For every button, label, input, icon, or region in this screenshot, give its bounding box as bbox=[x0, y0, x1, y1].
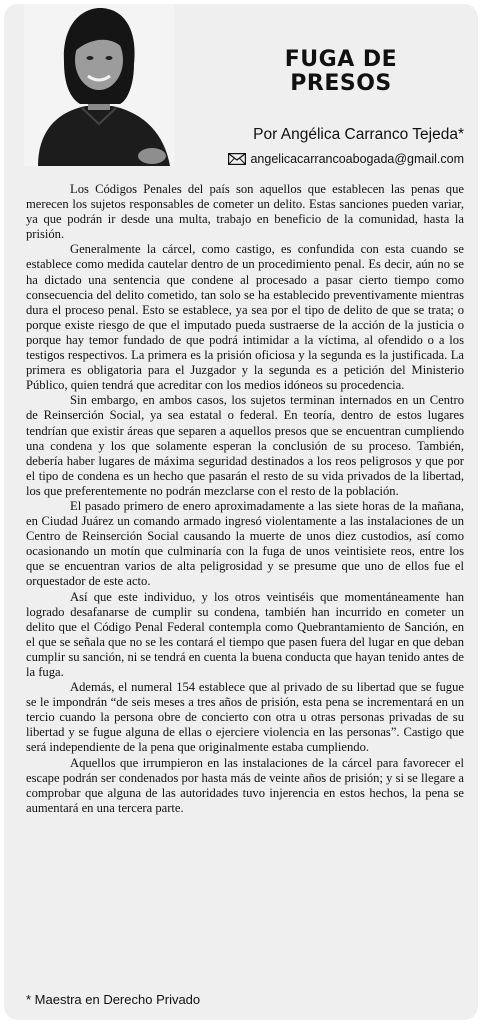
article-body bbox=[26, 182, 464, 816]
paragraph: Sin embargo, en ambos casos, los sujetos terminan internados en un Centro de Reinserción Social, ya sea estatal o federal. En teoría, dentro de estos lugares tendrían que existir áreas que separen a aquellos presos que se encuentran cumpliendo una condena y los que solamente esperan la conclusión de su proceso. También, debería haber lugares de máxima seguridad destinados a los reos peligrosos y que por el tipo de condena es un hecho que pasarán el resto de su vida privados de la libertad, los que preferentemente no podrán mezclarse con el resto de la población. bbox=[26, 393, 464, 498]
author-portrait-icon bbox=[24, 4, 174, 166]
title-line-1: FUGA DE bbox=[284, 47, 398, 72]
envelope-icon bbox=[228, 153, 246, 165]
author-photo bbox=[24, 4, 174, 166]
paragraph: Aquellos que irrumpieron en las instalaciones de la cárcel para favorecer el escape podrán ser condenados por hasta más de veinte años de prisión; y si se llegare a comprobar que alguna de las autoridades tuvo injerencia en estos hechos, la pena se aumentará en una tercera parte. bbox=[26, 755, 464, 815]
paragraph: Así que este individuo, y los otros veintiséis que momentáneamente han logrado desafanarse de cumplir su condena, también han incurrido en cometer un delito que el Código Penal Federal contempla como Quebrantamiento de Sanción, en el que se señala que no se les contará el tiempo que pasen fuera del lugar en que deban cumplir su sanción, ni se tendrá en cuenta la buena conducta que hayan tenido antes de la fuga. bbox=[26, 589, 464, 679]
article-title bbox=[236, 48, 446, 96]
paragraph: El pasado primero de enero aproximadamente a las siete horas de la mañana, en Ciudad Juárez un comando armado ingresó violentamente a las instalaciones de un Centro de Reinserción Social causando la muerte de unos diez custodios, así como ocasionando un motín que culminaría con la fuga de unos veintisiete reos, entre los que se encuentran varios de alta peligrosidad y se presume que uno de ellos fue el orquestador de este acto. bbox=[26, 498, 464, 589]
paragraph: Los Códigos Penales del país son aquellos que establecen las penas que merecen los sujetos responsables de cometer un delito. Estas sanciones pueden variar, ya que podrán ir desde una multa, trabajo en beneficio de la comunidad, hasta la prisión. bbox=[26, 182, 464, 242]
title-line-2: PRESOS bbox=[290, 71, 392, 96]
paragraph: Generalmente la cárcel, como castigo, es confundida con esta cuando se establece como medida cautelar dentro de un procedimiento penal. Es decir, aún no se ha dictado una sentencia que condene al procesado a pasar cierto tiempo como consecuencia del delito cometido, tan solo se ha establecido preventivamente mientras dura el proceso penal. Esto se establece, ya sea por el tipo de delito de que se trata; o porque existe riesgo de que el imputado pueda sustraerse de la acción de la justicia o porque hay temor fundado de que podrá intimidar a la víctima, al ofendido o a los testigos respectivos. La primera es la prisión oficiosa y la segunda es la justificada. La primera es obligatoria para el Juzgador y la segunda es a petición del Ministerio Público, quien tendrá que acreditar con los medios idóneos su procedencia. bbox=[26, 242, 464, 393]
author-email[interactable] bbox=[228, 152, 464, 166]
email-text: angelicacarrancoabogada@gmail.com bbox=[250, 152, 464, 166]
paragraph: Además, el numeral 154 establece que al privado de su libertad que se fugue se le impondrán “de seis meses a tres años de prisión, esta pena se incrementará en un tercio cuando la persona obre de concierto con otra u otras personas privadas de su libertad y se fugue alguna de ellas o ejerciere violencia en las personas”. Castigo que será independiente de la pena que originalmente estaba cumpliendo. bbox=[26, 680, 464, 755]
author-byline: Por Angélica Carranco Tejeda* bbox=[253, 126, 464, 143]
column-panel bbox=[4, 4, 478, 1020]
author-footnote: * Maestra en Derecho Privado bbox=[26, 992, 201, 1007]
